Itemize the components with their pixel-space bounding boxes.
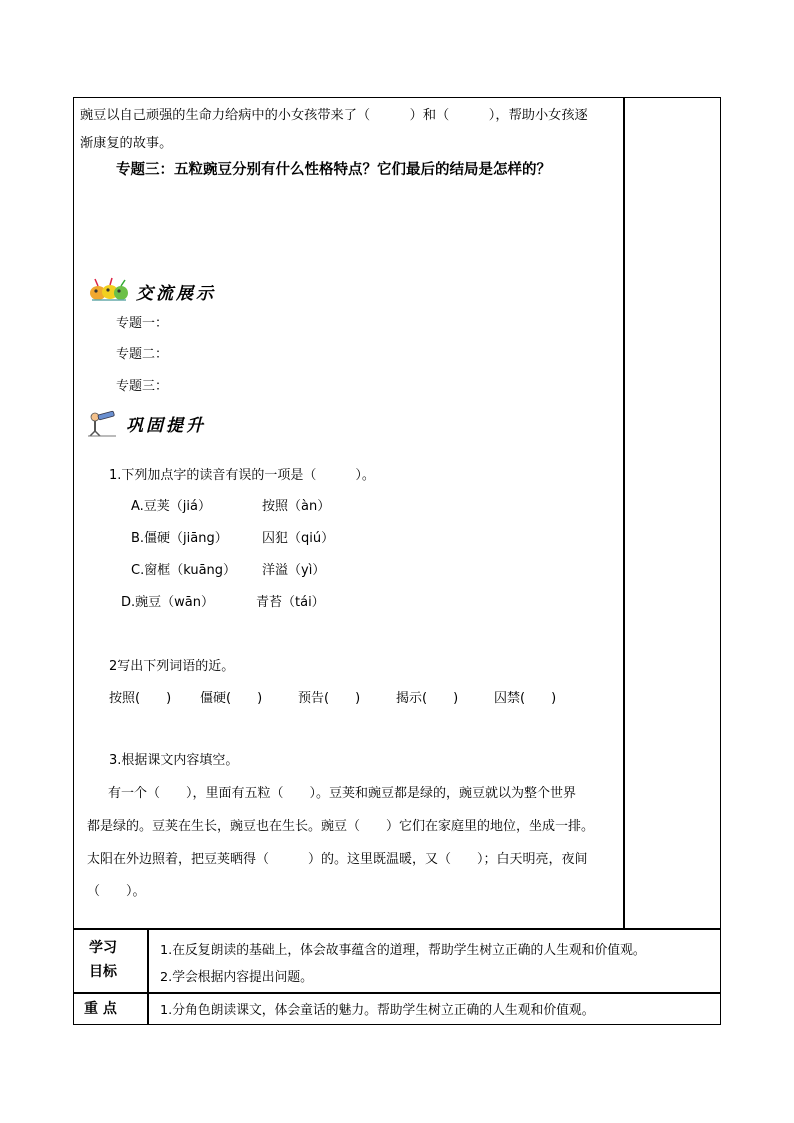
q1-option-d: D.豌豆（wān） xyxy=(121,595,214,610)
q1-option-b-word2: 囚犯（qiú） xyxy=(262,531,335,546)
q1-option-c: C.窗框（kuāng） xyxy=(131,563,237,578)
q1-option-c-word2: 洋溢（yì） xyxy=(262,563,326,578)
q2-word-2: 僵硬( ) xyxy=(200,691,263,706)
exchange-item-2: 专题二： xyxy=(116,347,169,362)
goals-label-line-1: 学习 xyxy=(89,940,117,956)
q1-option-b: B.僵硬（jiāng） xyxy=(131,531,228,546)
exchange-item-3: 专题三： xyxy=(116,379,169,394)
column-divider xyxy=(623,97,625,928)
q1-option-d-word2: 青苔（tái） xyxy=(256,595,325,610)
keypoint-item-1: 1.分角色朗读课文，体会童话的魅力。帮助学生树立正确的人生观和价值观。 xyxy=(160,1003,595,1018)
q1-option-a: A.豆荚（jiá） xyxy=(131,499,211,514)
q2-stem: 2写出下列词语的近。 xyxy=(109,659,235,674)
exchange-title: 交流展示 xyxy=(136,283,216,304)
q3-stem: 3.根据课文内容填空。 xyxy=(109,753,239,768)
goal-item-2: 2.学会根据内容提出问题。 xyxy=(160,970,313,985)
q2-word-1: 按照( ) xyxy=(109,691,172,706)
telescope-icon xyxy=(86,409,120,437)
keypoints-label: 重 点 xyxy=(84,1001,117,1017)
topic3-question: 专题三：五粒豌豆分别有什么性格特点？它们最后的结局是怎样的？ xyxy=(116,162,551,178)
exchange-icon xyxy=(88,277,130,305)
row-divider xyxy=(73,992,721,994)
label-column-divider xyxy=(147,928,149,1025)
goals-label-line-2: 目标 xyxy=(89,964,117,980)
q1-option-a-word2: 按照（àn） xyxy=(262,499,331,514)
q1-stem: 1.下列加点字的读音有误的一项是（ ）。 xyxy=(109,468,375,483)
exchange-banner xyxy=(88,277,216,305)
intro-line-1: 豌豆以自己顽强的生命力给病中的小女孩带来了（ ）和（ ），帮助小女孩逐 xyxy=(80,108,588,123)
q2-word-5: 囚禁( ) xyxy=(494,691,557,706)
consolidate-banner xyxy=(86,409,206,437)
consolidate-title: 巩固提升 xyxy=(126,415,206,436)
q3-line-3: 太阳在外边照着，把豆荚晒得（ ）的。这里既温暖，又（ ）；白天明亮，夜间 xyxy=(87,852,588,867)
exchange-item-1: 专题一： xyxy=(116,316,169,331)
q2-word-4: 揭示( ) xyxy=(396,691,459,706)
goal-item-1: 1.在反复朗读的基础上，体会故事蕴含的道理，帮助学生树立正确的人生观和价值观。 xyxy=(160,943,646,958)
q3-line-1: 有一个（ ），里面有五粒（ ）。豆荚和豌豆都是绿的，豌豆就以为整个世界 xyxy=(108,786,577,801)
q3-line-4: （ ）。 xyxy=(87,884,146,899)
q3-line-2: 都是绿的。豆荚在生长，豌豆也在生长。豌豆（ ）它们在家庭里的地位，坐成一排。 xyxy=(87,819,595,834)
row-divider xyxy=(73,928,721,930)
q2-word-3: 预告( ) xyxy=(298,691,361,706)
intro-line-2: 渐康复的故事。 xyxy=(80,136,173,151)
